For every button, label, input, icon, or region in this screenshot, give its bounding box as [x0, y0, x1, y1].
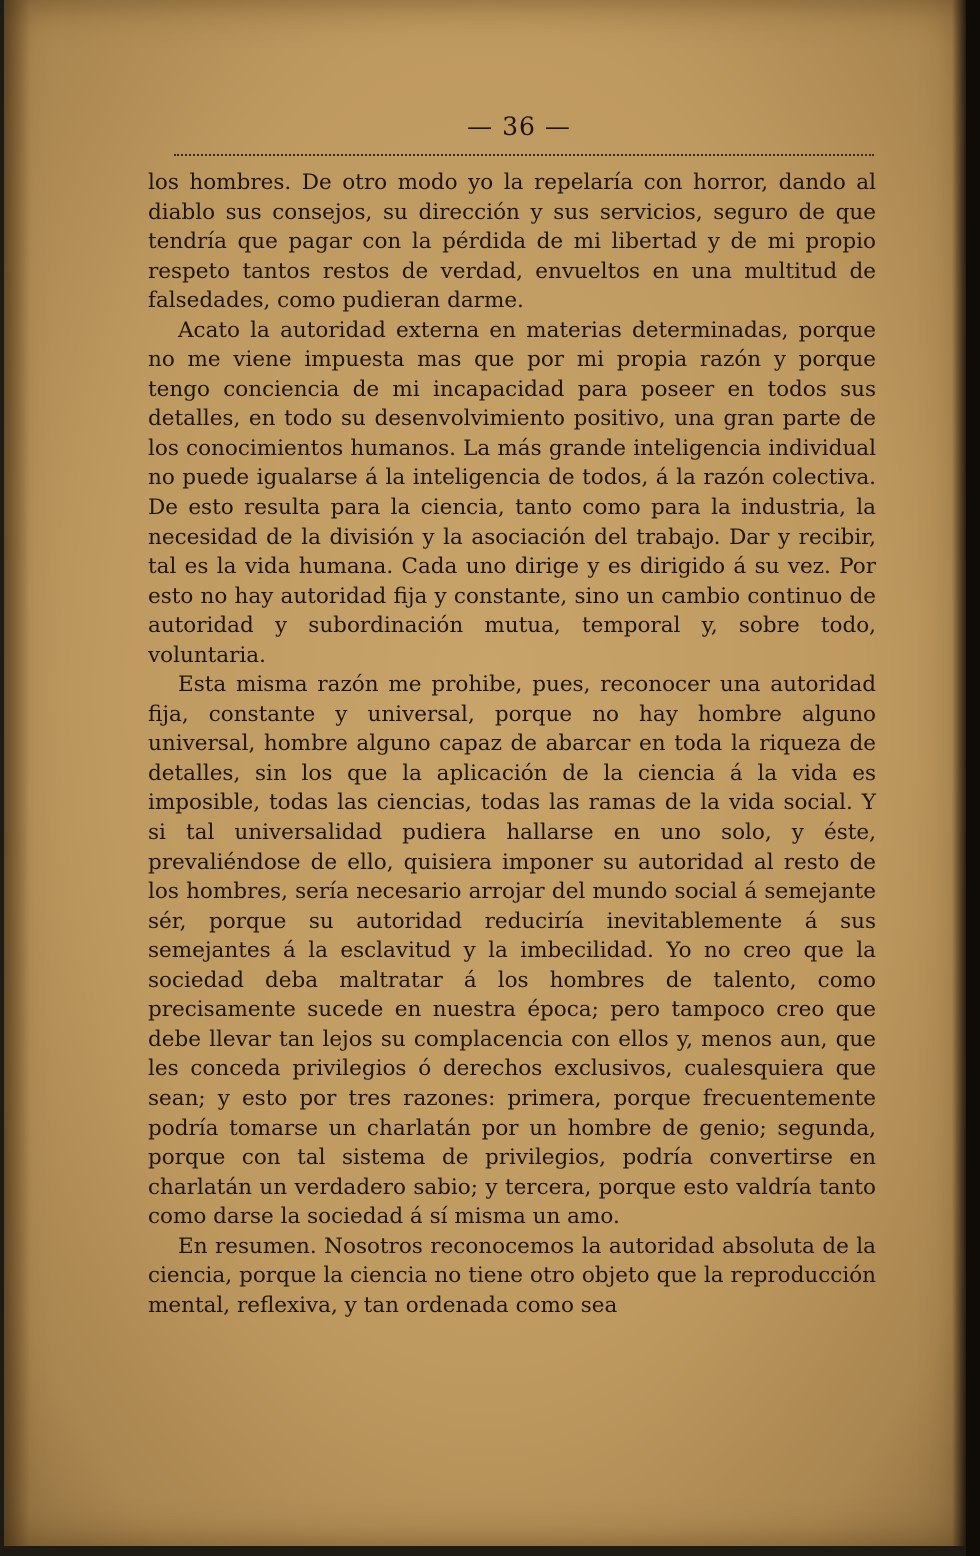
page-header — [164, 112, 874, 160]
paragraph-summary: En resumen. Nosotros reconocemos la autoridad absoluta de la ciencia, porque la ciencia no tiene otro objeto que la reproducción mental, reflexiva, y tan ordenada como sea — [148, 1233, 876, 1318]
book-page — [4, 0, 966, 1546]
paragraph-continuation: los hombres. De otro modo yo la repelaría con horror, dando al diablo sus consejos, su dirección y sus servicios, seguro de que tendría que pagar con la pérdida de mi libertad y de mi propio respeto tantos restos de verdad, envueltos en una multitud de falsedades, como pudieran darme. — [148, 170, 876, 314]
paragraph-external-authority: Acato la autoridad externa en materias determinadas, porque no me viene impuesta mas que por mi propia razón y porque tengo conciencia de mi incapacidad para poseer en todos sus detalles, en todo su desenvolvimiento positivo, una gran parte de los conocimientos humanos. La más grande inteligencia individual no puede igualarse á la inteligencia de todos, á la razón colectiva. De esto resulta para la ciencia, tanto como para la industria, la necesidad de la división y la asociación del trabajo. Dar y recibir, tal es la vida humana. Cada uno dirige y es dirigido á su vez. Por esto no hay autoridad fija y constante, sino un cambio continuo de autoridad y subordinación mutua, temporal y, sobre todo, voluntaria. — [148, 317, 876, 668]
header-rule — [174, 154, 874, 156]
body-text — [148, 168, 876, 1320]
page-number: — 36 — — [467, 112, 571, 141]
page-edge-shadow — [966, 0, 980, 1556]
paragraph-universal-authority: Esta misma razón me prohibe, pues, reconocer una autoridad fija, constante y universal, porque no hay hombre alguno universal, hombre alguno capaz de abarcar en toda la riqueza de detalles, sin los que la aplicación de la ciencia á la vida es imposible, todas las ciencias, todas las ramas de la vida social. Y si tal universalidad pudiera hallarse en uno solo, y éste, prevaliéndose de ello, quisiera imponer su autoridad al resto de los hombres, sería necesario arrojar del mundo social á semejante sér, porque su autoridad reduciría inevitablemente á sus semejantes á la esclavitud y la imbecilidad. Yo no creo que la sociedad deba maltratar á los hombres de talento, como precisamente sucede en nuestra época; pero tampoco creo que debe llevar tan lejos su complacencia con ellos y, menos aun, que les conceda privilegios ó derechos exclusivos, cualesquiera que sean; y esto por tres razones: primera, porque frecuentemente podría tomarse un charlatán por un hombre de genio; segunda, porque con tal sistema de privilegios, podría convertirse en charlatán un verdadero sabio; y tercera, porque esto valdría tanto como darse la sociedad á sí misma un amo. — [148, 672, 876, 1230]
